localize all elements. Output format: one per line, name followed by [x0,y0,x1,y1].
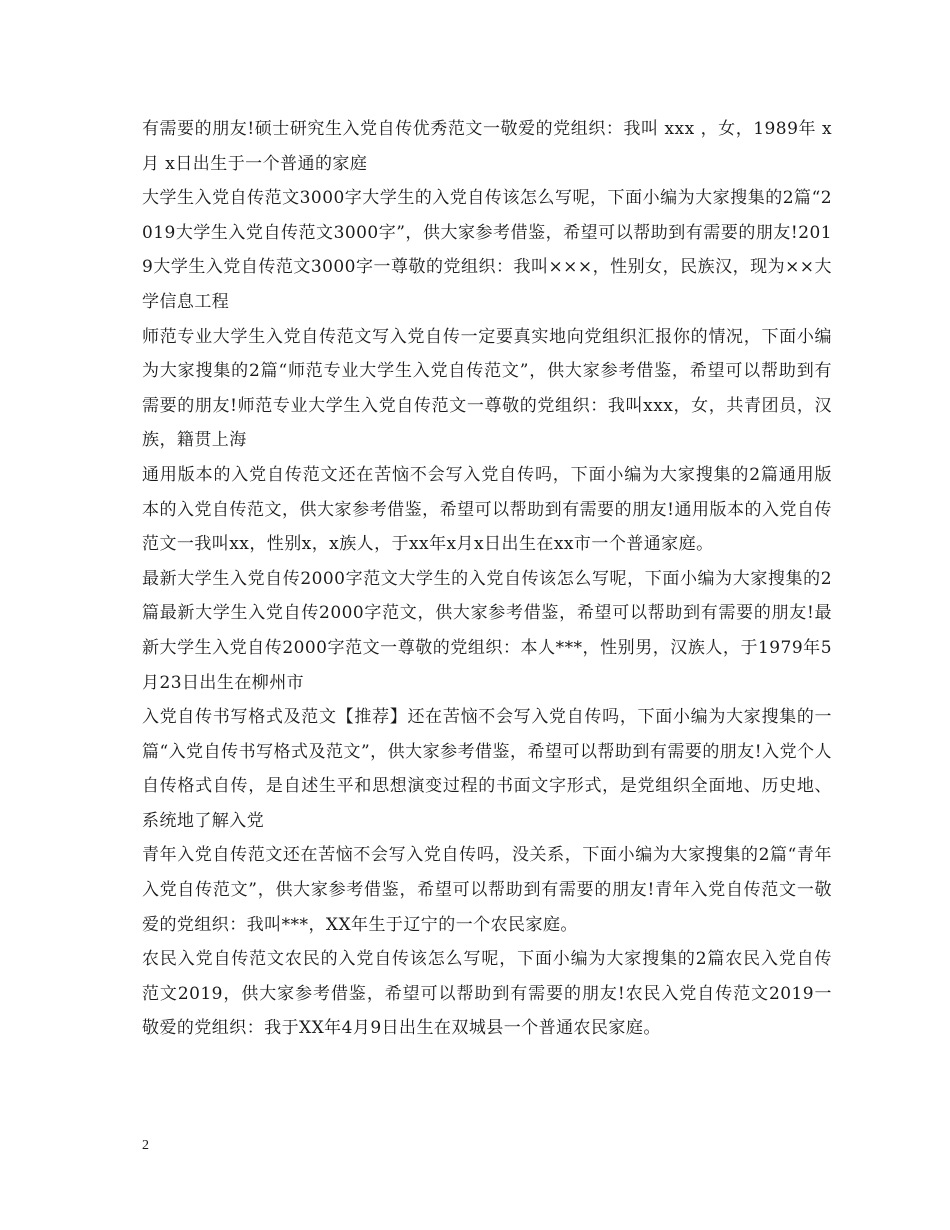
paragraph: 入党自传书写格式及范文【推荐】还在苦恼不会写入党自传吗，下面小编为大家搜集的一篇“入党自传书写格式及范文”，供大家参考借鉴，希望可以帮助到有需要的朋友!入党个人自传格式自传，是自述生平和思想演变过程的书面文字形式，是党组织全面地、历史地、系统地了解入党 [142,707,832,831]
paragraph: 最新大学生入党自传2000字范文大学生的入党自传该怎么写呢，下面小编为大家搜集的2篇最新大学生入党自传2000字范文，供大家参考借鉴，希望可以帮助到有需要的朋友!最新大学生入党自传2000字范文一尊敬的党组织：本人***，性别男，汉族人，于1979年5月23日出生在柳州市 [142,568,832,693]
document-body [142,112,832,1046]
paragraph: 师范专业大学生入党自传范文写入党自传一定要真实地向党组织汇报你的情况，下面小编为大家搜集的2篇“师范专业大学生入党自传范文”，供大家参考借鉴，希望可以帮助到有需要的朋友!师范专业大学生入党自传范文一尊敬的党组织：我叫xxx，女，共青团员，汉族，籍贯上海 [142,326,832,451]
paragraph: 大学生入党自传范文3000字大学生的入党自传该怎么写呢，下面小编为大家搜集的2篇“2019大学生入党自传范文3000字”，供大家参考借鉴，希望可以帮助到有需要的朋友!2019大学生入党自传范文3000字一尊敬的党组织：我叫×××，性别女，民族汉，现为××大学信息工程 [142,188,832,312]
paragraph: 有需要的朋友!硕士研究生入党自传优秀范文一敬爱的党组织：我叫 xxx ，女，1989年 x月 x日出生于一个普通的家庭 [142,119,832,174]
paragraph: 青年入党自传范文还在苦恼不会写入党自传吗，没关系，下面小编为大家搜集的2篇“青年入党自传范文”，供大家参考借鉴，希望可以帮助到有需要的朋友!青年入党自传范文一敬爱的党组织：我叫***，XX年生于辽宁的一个农民家庭。 [142,845,832,935]
paragraph: 农民入党自传范文农民的入党自传该怎么写呢，下面小编为大家搜集的2篇农民入党自传范文2019，供大家参考借鉴，希望可以帮助到有需要的朋友!农民入党自传范文2019一敬爱的党组织：我于XX年4月9日出生在双城县一个普通农民家庭。 [142,949,832,1039]
paragraph: 通用版本的入党自传范文还在苦恼不会写入党自传吗，下面小编为大家搜集的2篇通用版本的入党自传范文，供大家参考借鉴，希望可以帮助到有需要的朋友!通用版本的入党自传范文一我叫xx，性别x，x族人，于xx年x月x日出生在xx市一个普通家庭。 [142,464,832,555]
page-number: 2 [142,1138,149,1153]
